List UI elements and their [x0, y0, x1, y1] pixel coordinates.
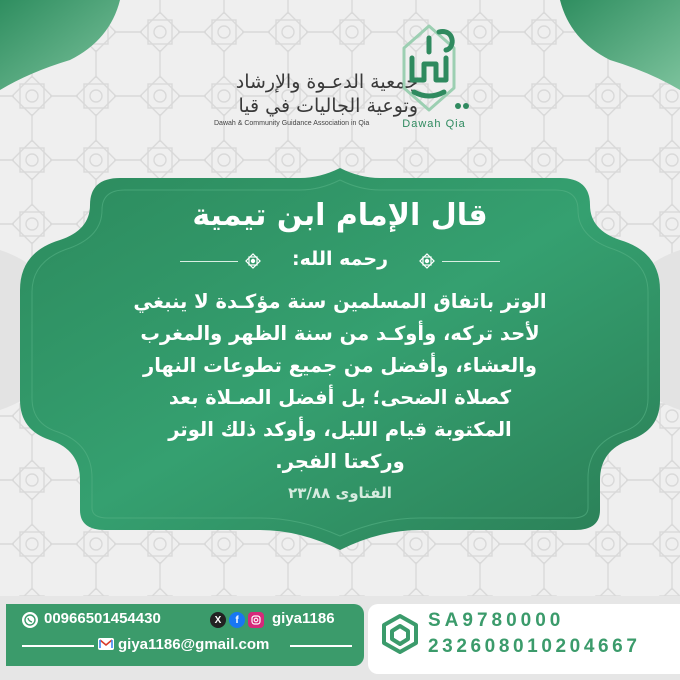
ornament-right-icon — [418, 252, 436, 270]
quote-title: قال الإمام ابن تيمية — [192, 198, 488, 233]
organization-name-arabic — [158, 70, 418, 118]
quote-line: والعشاء، وأفضل من جميع تطوعات النهار — [142, 354, 537, 377]
quote-line: وركعتا الفجر. — [275, 450, 405, 473]
quote-line: كصلاة الضحى؛ بل أفضل الصـلاة بعد — [168, 386, 512, 409]
quote-subtitle: رحمه الله: — [291, 248, 389, 270]
quote-text — [40, 286, 640, 478]
x-icon[interactable]: X — [210, 612, 226, 628]
dawah-qia-logo — [384, 18, 474, 118]
instagram-icon[interactable] — [248, 612, 264, 628]
org-name-line1: جمعية الدعـوة والإرشاد — [235, 71, 418, 93]
footer-line-right — [290, 645, 352, 647]
divider-line-right — [442, 261, 500, 262]
whatsapp-icon[interactable] — [22, 612, 38, 628]
iban-line2: 232608010204667 — [428, 636, 641, 657]
bank-logo-icon — [380, 612, 420, 656]
email-address[interactable]: giya1186@gmail.com — [118, 636, 270, 653]
organization-name-english: Dawah & Community Guidance Association in Qia — [214, 120, 370, 127]
social-handle[interactable]: giya1186 — [272, 610, 335, 627]
quote-line: لأحد تركه، وأوكـد من سنة الظهر والمغرب — [140, 322, 540, 345]
phone-number[interactable]: 00966501454430 — [44, 610, 161, 627]
quote-line: المكتوبة قيام الليل، وأوكد ذلك الوتر — [168, 418, 512, 441]
footer-line-left — [22, 645, 94, 647]
facebook-icon[interactable]: f — [229, 612, 245, 628]
logo-caption: Dawah Qia — [402, 118, 466, 130]
subtitle-row — [180, 246, 500, 276]
email-icon — [98, 638, 114, 650]
quote-line: الوتر باتفاق المسلمين سنة مؤكـدة لا ينبغي — [133, 290, 547, 313]
org-name-line2: وتوعية الجاليات في قيا — [238, 95, 418, 117]
ornament-left-icon — [244, 252, 262, 270]
divider-line-left — [180, 261, 238, 262]
quote-source: الفتاوى ٢٣/٨٨ — [288, 484, 392, 502]
iban-line1: SA9780000 — [428, 610, 565, 631]
